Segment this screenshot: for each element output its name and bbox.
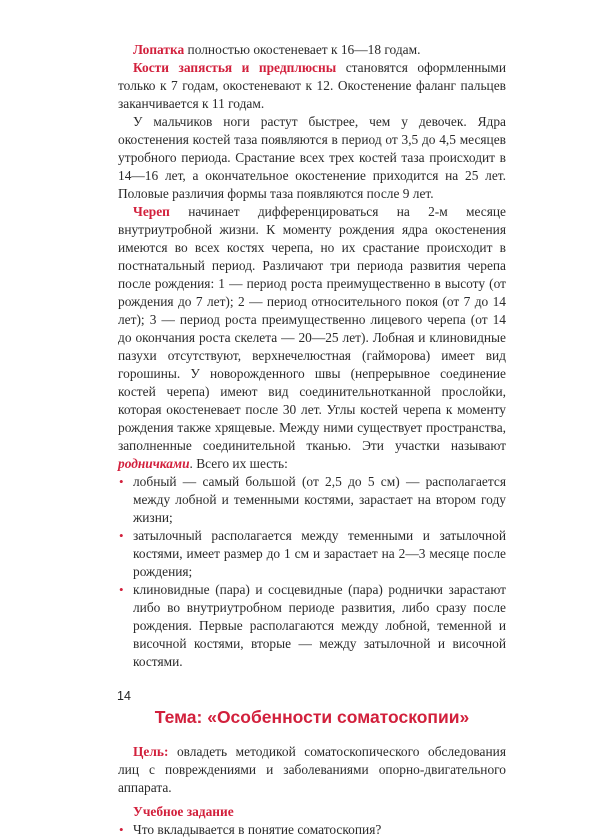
- paragraph-skull: Череп начинает дифференцироваться на 2-м месяце внутриутробной жизни. К моменту рождения ядра окостенения имеются во всех костях черепа, но их срастание происходит в постнатальный период. Различают три периода развития черепа после рождения: 1 — период роста преимущественно в высоту (от рождения до 7 лет); 2 — период относительного покоя (от 7 до 14 лет); 3 — период роста преимущественно лицевого черепа (от 14 до окончания роста скелета — 20—25 лет). Лобная и клиновидные пазухи отсутствуют, верхнечелюстная (гайморова) имеет вид горошины. У новорожденного швы (непрерывное соединение костей черепа) имеют вид соединительнотканной прослойки, которая окостеневает после 30 лет. Углы костей черепа к моменту рождения также хрящевые. Между ними существует пространства, заполненные соединительной тканью. Эти участки называют родничками. Всего их шесть:: [118, 204, 506, 471]
- term-italic: родничками: [118, 456, 190, 471]
- section-title: Тема: «Особенности соматоскопии»: [154, 707, 470, 727]
- list-item: • Что вкладывается в понятие соматоскопия?: [133, 821, 506, 839]
- term: Кости запястья и предплюсны: [133, 60, 337, 75]
- term: Череп: [133, 204, 170, 219]
- paragraph-scapula: Лопатка полностью окостеневает к 16—18 годам.: [133, 42, 421, 57]
- list-item: • лобный — самый большой (от 2,5 до 5 см) — располагается между лобной и теменными костями, зарастает на втором году жизни;: [133, 473, 506, 527]
- list-item: • клиновидные (пара) и сосцевидные (пара) роднички зарастают либо во внутриутробном периоде развития, либо сразу после рождения. Первые располагаются между лобной, теменной и височной костями, вторые — между затылочной и височной костями.: [133, 581, 506, 671]
- paragraph-wrist: Кости запястья и предплюсны становятся оформленными только к 7 годам, окостеневают к 12. Окостенение фаланг пальцев заканчивается к 11 годам.: [118, 60, 507, 111]
- task-heading: Учебное задание: [133, 804, 234, 819]
- list-item: • затылочный располагается между теменными и затылочной костями, имеет размер до 1 см и зарастает на 2—3 месяце после рождения;: [133, 527, 506, 581]
- paragraph-pelvis: У мальчиков ноги растут быстрее, чем у девочек. Ядра окостенения костей таза появляются в период от 3,5 до 4,5 месяцев утробного периода. Срастание всех трех костей таза происходит в 14—16 лет, а окончательное окостенение приходится на 25 лет. Половые различия формы таза появляются после 9 лет.: [118, 114, 506, 201]
- fontanelle-list: [118, 473, 506, 671]
- page-body: [118, 41, 506, 839]
- term: Лопатка: [133, 42, 185, 57]
- goal-paragraph: Цель: овладеть методикой соматоскопического обследования лиц с повреждениями и заболеваниями опорно-двигательного аппарата.: [118, 744, 506, 795]
- page-number: 14: [117, 689, 131, 703]
- task-list: [118, 821, 506, 839]
